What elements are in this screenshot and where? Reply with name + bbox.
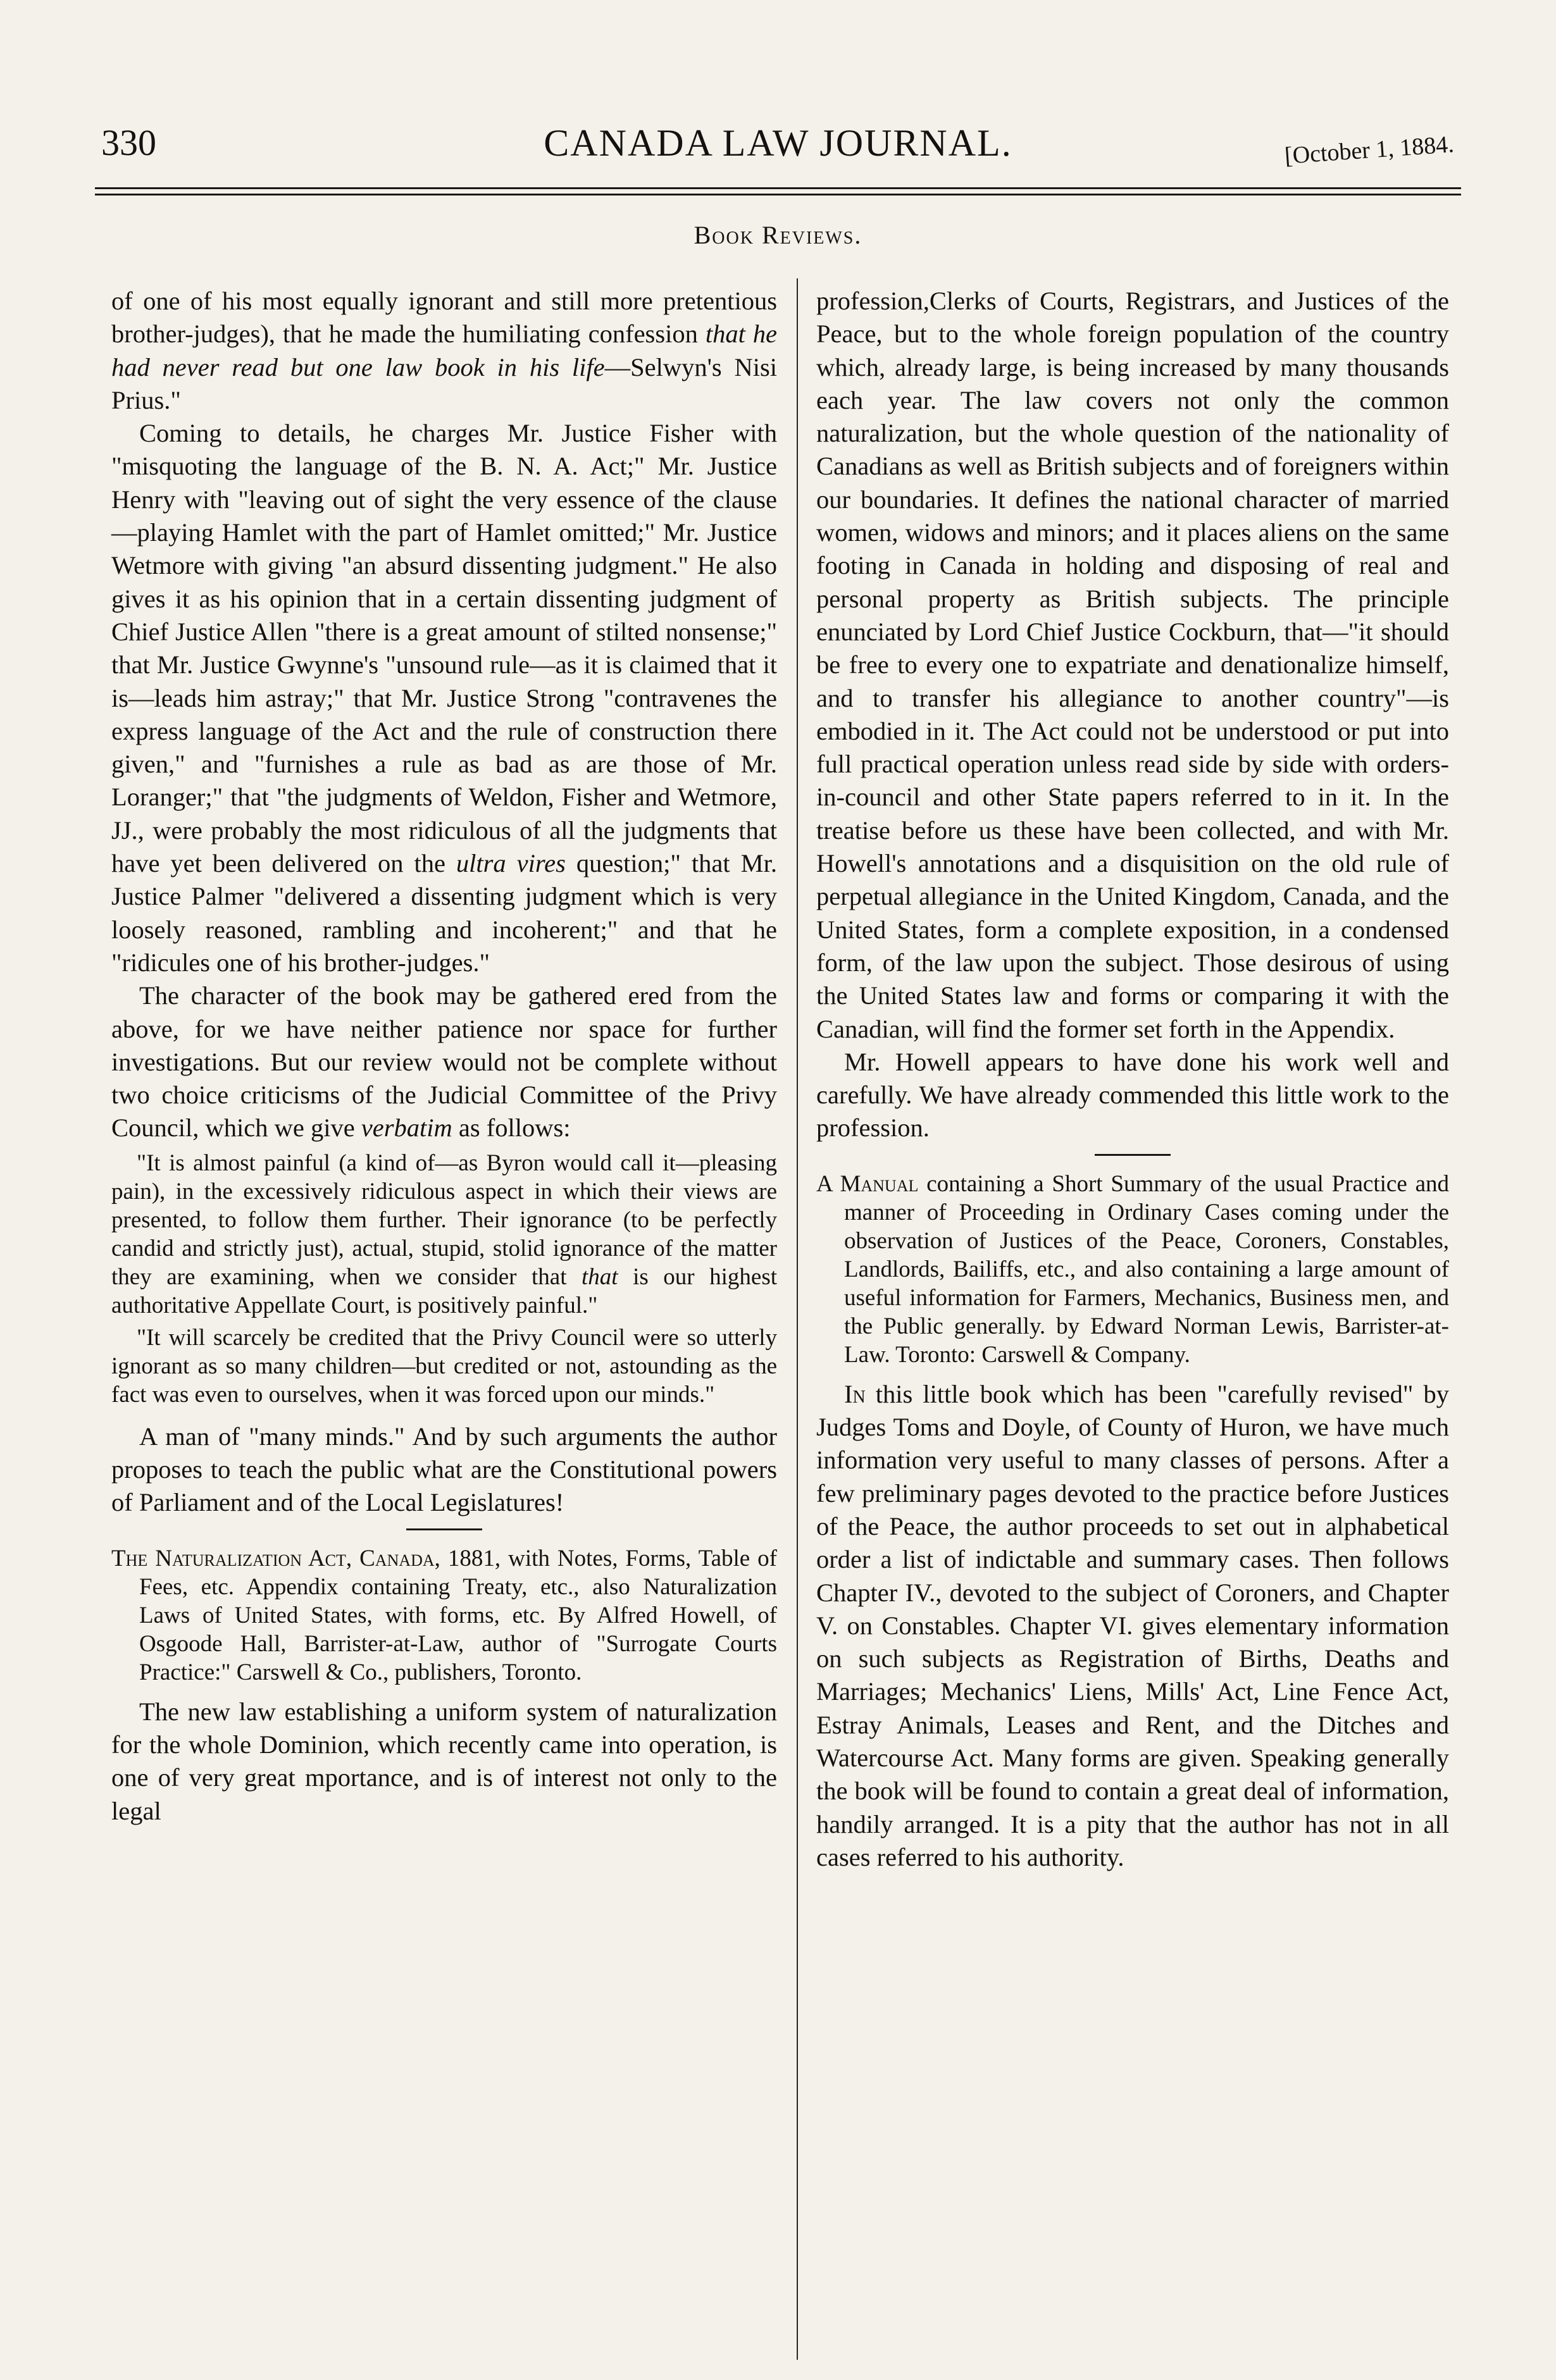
review-separator (1095, 1154, 1171, 1156)
review-heading: The Naturalization Act, Canada, 1881, with Notes, Forms, Table of Fees, etc. Appendix containing Treaty, etc., also Naturalization Laws of United States, with forms, etc. By Alfred Howell, of Osgoode Hall, Barrister-at-Law, author of "Surrogate Courts Practice:" Carswell & Co., publishers, Toronto. (111, 1545, 777, 1685)
page-number: 330 (101, 122, 156, 163)
paragraph: The new law establishing a uniform system of naturalization for the whole Dominion, which recently came into operation, is one of very great mportance, and is of interest not only to the legal (111, 1697, 777, 1825)
review-separator (406, 1528, 482, 1530)
header-rule-top (95, 187, 1461, 189)
left-column (111, 285, 777, 1828)
right-column (816, 285, 1449, 1874)
paragraph: profession,Clerks of Courts, Registrars, and Justices of the Peace, but to the whole foreign population of the country which, already large, is being increased by many thousands each year. The law covers not only the common naturalization, but the whole question of the nationality of Canadians as well as British subjects and of foreigners within our boundaries. It defines the national character of married women, widows and minors; and it places aliens on the same footing in Canada in holding and disposing of real and personal property as British subjects. The principle enunciated by Lord Chief Justice Cockburn, that—"it should be free to every one to expatriate and denationalize himself, and to transfer his allegiance to another country"—is embodied in it. The Act could not be understood or put into full practical operation unless read side by side with orders-in-council and other State papers referred to in it. In the treatise before us these have been collected, and with Mr. Howell's annotations and a disquisition on the old rule of perpetual allegiance in the United Kingdom, Canada, and the United States, form a complete exposition, in a condensed form, of the law upon the subject. Those desirous of using the United States law and forms or comparing it with the Canadian, will find the former set forth in the Appendix. (816, 287, 1449, 1043)
journal-title: CANADA LAW JOURNAL. (544, 122, 1012, 164)
running-header (101, 121, 1455, 176)
issue-date: [October 1, 1884. (1283, 131, 1455, 170)
review-heading: A Manual containing a Short Summary of the usual Practice and manner of Proceeding in Ordinary Cases coming under the observation of Justices of the Peace, Coroners, Constables, Landlords, Bailiffs, etc., and also containing a large amount of useful information for Farmers, Mechanics, Business men, and the Public generally. by Edward Norman Lewis, Barrister-at-Law. Toronto: Carswell & Company. (816, 1170, 1449, 1368)
block-quote: "It will scarcely be credited that the Privy Council were so utterly ignorant as so many children—but credited or not, astounding as the fact was even to ourselves, when it was forced upon our minds." (111, 1324, 777, 1408)
paragraph: The character of the book may be gathered ered from the above, for we have neither patience nor space for further investigations. But our review would not be complete without two choice criticisms of the Judicial Committee of the Privy Council, which we give verbatim as follows: (111, 981, 777, 1143)
column-divider (797, 278, 798, 2360)
paragraph: Coming to details, he charges Mr. Justice Fisher with "misquoting the language of the B. N. A. Act;" Mr. Justice Henry with "leaving out of sight the very essence of the clause—playing Hamlet with the part of Hamlet omitted;" Mr. Justice Wetmore with giving "an absurd dissenting judgment." He also gives it as his opinion that in a certain dissenting judgment of Chief Justice Allen "there is a great amount of stilted nonsense;" that Mr. Justice Gwynne's "unsound rule—as it is claimed that it is—leads him astray;" that Mr. Justice Strong "contravenes the express language of the Act and the rule of construction there given," and "furnishes a rule as bad as are those of Mr. Loranger;" that "the judgments of Weldon, Fisher and Wetmore, JJ., were probably the most ridiculous of all the judgments that have yet been delivered on the ultra vires question;" that Mr. Justice Palmer "delivered a dissenting judgment which is very loosely reasoned, rambling and incoherent;" and that he "ridicules one of his brother-judges." (111, 419, 777, 977)
paragraph: Mr. Howell appears to have done his work well and carefully. We have already commended this little work to the profession. (816, 1047, 1449, 1143)
header-rule-bottom (95, 194, 1461, 195)
section-title: Book Reviews. (694, 221, 862, 249)
block-quote: "It is almost painful (a kind of—as Byron would call it—pleasing pain), in the excessively ridiculous aspect in which their views are presented, to follow them further. Their ignorance (to be perfectly candid and strictly just), actual, stupid, stolid ignorance of the matter they are examining, when we consider that that is our highest authoritative Appellate Court, is positively painful." (111, 1150, 777, 1318)
paragraph: A man of "many minds." And by such arguments the author proposes to teach the public what are the Constitutional powers of Parliament and of the Local Legislatures! (111, 1422, 777, 1517)
paragraph: of one of his most equally ignorant and still more pretentious brother-judges), that he made the humiliating confession that he had never read but one law book in his life—Selwyn's Nisi Prius." (111, 287, 778, 414)
paragraph: In this little book which has been "carefully revised" by Judges Toms and Doyle, of County of Huron, we have much information very useful to many classes of persons. After a few preliminary pages devoted to the practice before Justices of the Peace, the author proceeds to set out in alphabetical order a list of indictable and summary cases. Then follows Chapter IV., devoted to the subject of Coroners, and Chapter V. on Constables. Chapter VI. gives elementary information on such subjects as Registration of Births, Deaths and Marriages; Mechanics' Liens, Mills' Act, Line Fence Act, Estray Animals, Leases and Rent, and the Ditches and Watercourse Act. Many forms are given. Speaking generally the book will be found to contain a great deal of information, handily arranged. It is a pity that the author has not in all cases referred to his authority. (816, 1379, 1449, 1871)
